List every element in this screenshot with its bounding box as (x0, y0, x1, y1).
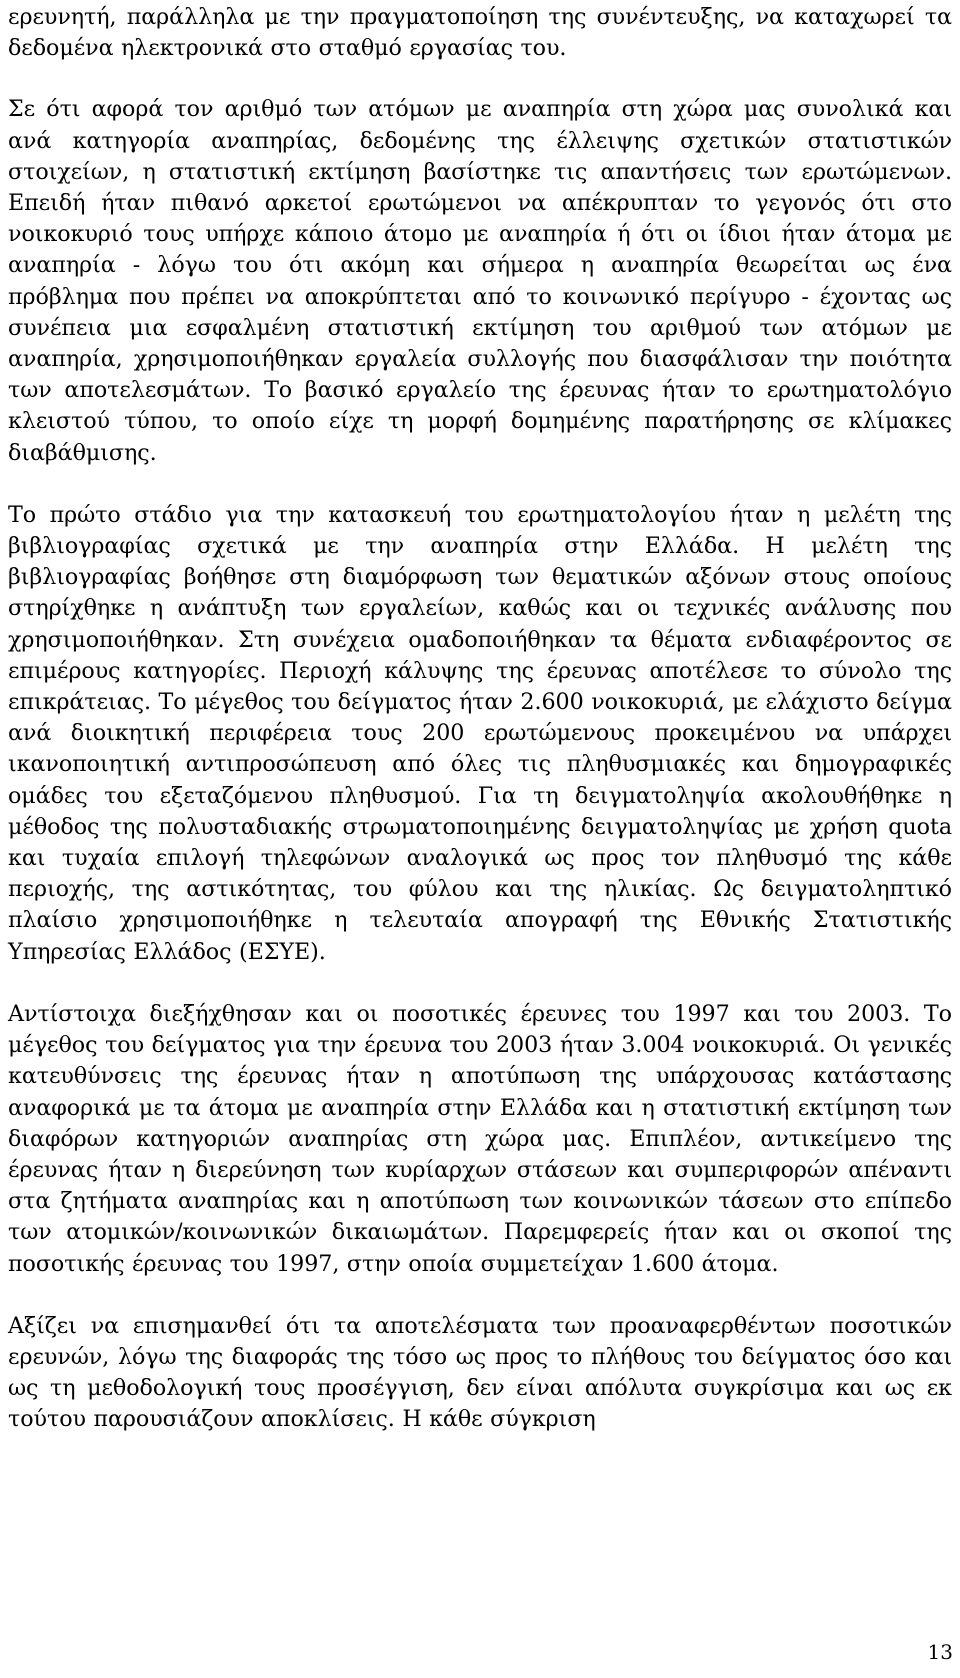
document-page (8, 0, 952, 1436)
paragraph-1: ερευνητή, παράλληλα με την πραγματοποίηση της συνέντευξης, να καταχωρεί τα δεδομένα ηλεκτρονικά στο σταθμό εργασίας του. (8, 4, 952, 62)
paragraph-3: Το πρώτο στάδιο για την κατασκευή του ερωτηματολογίου ήταν η μελέτη της βιβλιογραφίας σχετικά με την αναπηρία στην Ελλάδα. Η μελέτη της βιβλιογραφίας βοήθησε στη διαμόρφωση των θεματικών αξόνων στους οποίους στηρίχθηκε η ανάπτυξη των εργαλείων, καθώς και οι τεχνικές ανάλυσης που χρησιμοποιήθηκαν. Στη συνέχεια ομαδοποιήθηκαν τα θέματα ενδιαφέροντος σε επιμέρους κατηγορίες. Περιοχή κάλυψης της έρευνας αποτέλεσε το σύνολο της επικράτειας. Το μέγεθος του δείγματος ήταν 2.600 νοικοκυριά, με ελάχιστο δείγμα ανά διοικητική περιφέρεια τους 200 ερωτώμενους προκειμένου να υπάρχει ικανοποιητική αντιπροσώπευση από όλες τις πληθυσμιακές και δημογραφικές ομάδες του εξεταζόμενου πληθυσμού. Για τη δειγματοληψία ακολουθήθηκε η μέθοδος της πολυσταδιακής στρωματοποιημένης δειγματοληψίας με χρήση quota και τυχαία επιλογή τηλεφώνων αναλογικά ως προς τον πληθυσμό της κάθε περιοχής, της αστικότητας, του φύλου και της ηλικίας. Ως δειγματοληπτικό πλαίσιο χρησιμοποιήθηκε η τελευταία απογραφή της Εθνικής Στατιστικής Υπηρεσίας Ελλάδος (ΕΣΥΕ). (8, 501, 952, 965)
paragraph-2: Σε ότι αφορά τον αριθμό των ατόμων με αναπηρία στη χώρα μας συνολικά και ανά κατηγορία αναπηρίας, δεδομένης της έλλειψης σχετικών στατιστικών στοιχείων, η στατιστική εκτίμηση βασίστηκε τις απαντήσεις των ερωτώμενων. Επειδή ήταν πιθανό αρκετοί ερωτώμενοι να απέκρυπταν το γεγονός ότι στο νοικοκυριό τους υπήρχε κάποιο άτομο με αναπηρία ή ότι οι ίδιοι ήταν άτομα με αναπηρία - λόγω του ότι ακόμη και σήμερα η αναπηρία θεωρείται ως ένα πρόβλημα που πρέπει να αποκρύπτεται από το κοινωνικό περίγυρο - έχοντας ως συνέπεια μια εσφαλμένη στατιστική εκτίμηση του αριθμού των ατόμων με αναπηρία, χρησιμοποιήθηκαν εργαλεία συλλογής που διασφάλισαν την ποιότητα των αποτελεσμάτων. Το βασικό εργαλείο της έρευνας ήταν το ερωτηματολόγιο κλειστού τύπου, το οποίο είχε τη μορφή δομημένης παρατήρησης σε κλίμακες διαβάθμισης. (8, 96, 952, 466)
page-number: 13 (927, 1640, 953, 1664)
paragraph-5: Αξίζει να επισημανθεί ότι τα αποτελέσματα των προαναφερθέντων ποσοτικών ερευνών, λόγω της διαφοράς της τόσο ως προς το πλήθους του δείγματος όσο και ως τη μεθοδολογική τους προσέγγιση, δεν είναι απόλυτα συγκρίσιμα και ως εκ τούτου παρουσιάζουν αποκλίσεις. Η κάθε σύγκριση (8, 1312, 952, 1433)
paragraph-4: Αντίστοιχα διεξήχθησαν και οι ποσοτικές έρευνες του 1997 και του 2003. Το μέγεθος του δείγματος για την έρευνα του 2003 ήταν 3.004 νοικοκυριά. Οι γενικές κατευθύνσεις της έρευνας ήταν η αποτύπωση της υπάρχουσας κατάστασης αναφορικά με τα άτομα με αναπηρία στην Ελλάδα και η στατιστική εκτίμηση των διαφόρων κατηγοριών αναπηρίας στη χώρα μας. Επιπλέον, αντικείμενο της έρευνας ήταν η διερεύνηση των κυρίαρχων στάσεων και συμπεριφορών απέναντι στα ζητήματα αναπηρίας και η αποτύπωση των κοινωνικών τάσεων στο επίπεδο των ατομικών/κοινωνικών δικαιωμάτων. Παρεμφερείς ήταν και οι σκοποί της ποσοτικής έρευνας του 1997, στην οποία συμμετείχαν 1.600 άτομα. (8, 1000, 952, 1277)
